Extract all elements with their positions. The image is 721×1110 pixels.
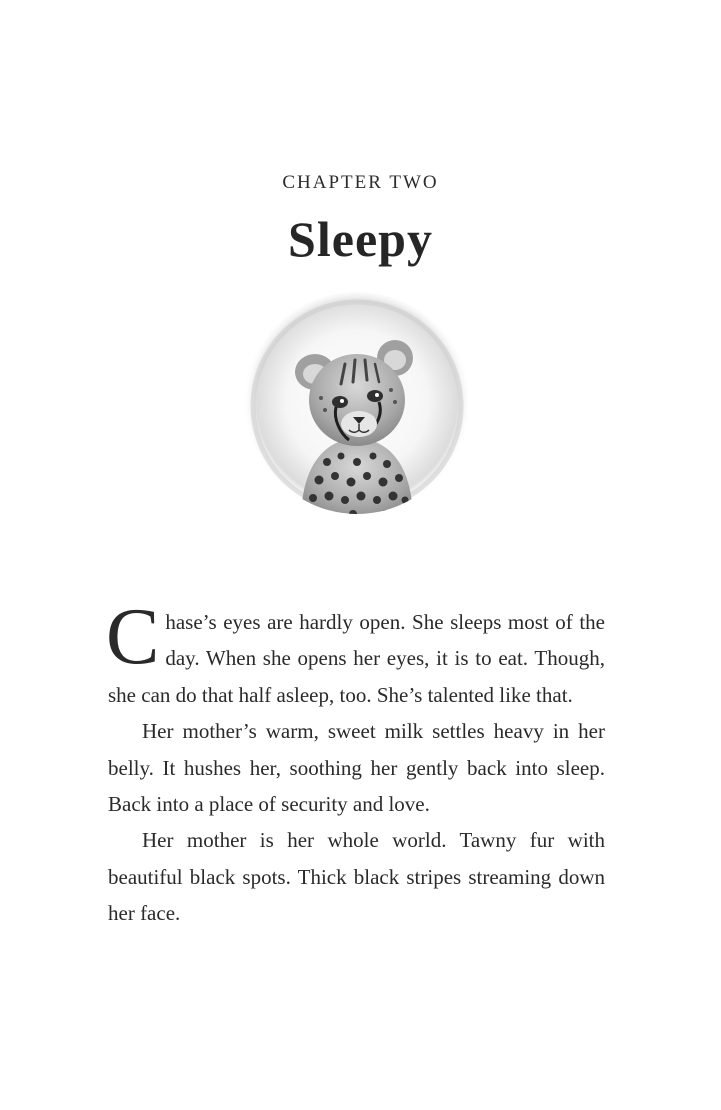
cheetah-cub-illustration xyxy=(241,290,473,522)
paragraph-2: Her mother’s warm, sweet milk settles heavy in her belly. It hushes her, soothing her gently back into sleep. Back into a place of security and love. xyxy=(108,719,605,817)
drop-cap: C xyxy=(106,593,160,681)
paragraph-1-text: hase’s eyes are hardly open. She sleeps most of the day. When she opens her eyes, it is to eat. Though, she can do that half asleep, too. She’s talented like that. xyxy=(108,610,605,707)
paragraph-1 xyxy=(106,593,605,713)
cheetah-cub-icon xyxy=(241,290,473,522)
paragraph-3: Her mother is her whole world. Tawny fur with beautiful black spots. Thick black stripes streaming down her face. xyxy=(108,828,605,926)
chapter-body xyxy=(106,593,605,932)
chapter-label: CHAPTER TWO xyxy=(282,172,439,193)
chapter-title: Sleepy xyxy=(288,211,433,267)
